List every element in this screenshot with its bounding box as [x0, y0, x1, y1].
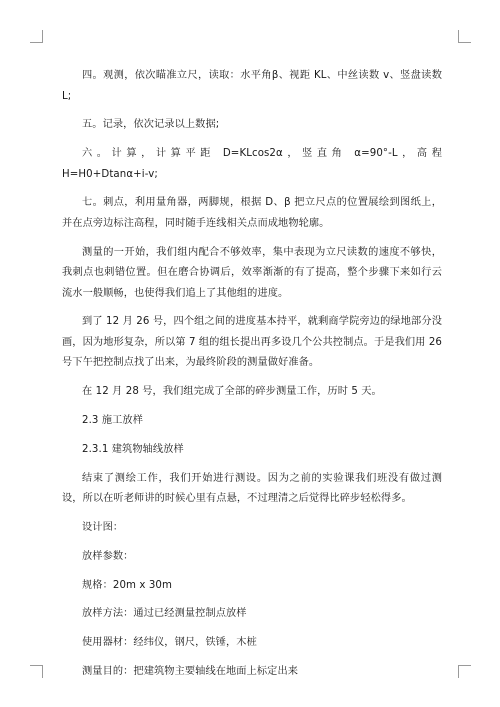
- paragraph-calculate: 六。计算，计算平距 D=KLcos2α，竖直角 α=90°-L，高程 H=H0+Dtanα+i-v;: [62, 148, 442, 180]
- paragraph-specification: 规格：20m x 30m: [82, 579, 173, 591]
- section-heading-2-3-1: 2.3.1 建筑物轴线放样: [82, 443, 184, 455]
- paragraph-plot-points: 七。刺点，利用量角器，两脚规，根据 D、β 把立尺点的位置展绘到图纸上，并在点旁边标注高程，同时随手连线相关点而成地物轮廓。: [62, 197, 442, 229]
- paragraph-start-setting-out: 结束了测绘工作，我们开始进行测设。因为之前的实验课我们班没有做过测设，所以在听老师讲的时候心里有点悬，不过理清之后觉得比碎步轻松得多。: [62, 472, 442, 505]
- document-body: [62, 66, 442, 691]
- paragraph-observe: 四。观测，依次瞄准立尺，读取：水平角β、视距 KL、中丝读数 v、竖盘读数 L;: [62, 70, 442, 102]
- paragraph-dec-26-progress: 到了 12 月 26 号，四个组之间的进度基本持平，就剩商学院旁边的绿地部分没画，因为地形复杂，所以第 7 组的组长提出再多设几个公共控制点。于是我们用 26 号下午把控制点找了出来，为最终阶段的测量做好准备。: [62, 316, 442, 369]
- paragraph-design-drawing: 设计图：: [82, 521, 124, 533]
- paragraph-equipment: 使用器材：经纬仪，钢尺，铁锤，木桩: [82, 637, 257, 649]
- crop-mark-top-left: [30, 30, 43, 43]
- crop-mark-bottom-right: [458, 665, 471, 678]
- paragraph-team-efficiency: 测量的一开始，我们组内配合不够效率，集中表现为立尺读数的速度不够快，我刺点也刺错位置。但在磨合协调后，效率渐渐的有了提高，整个步骤下来如行云流水一般顺畅，也使得我们追上了其他组的进度。: [62, 246, 442, 299]
- paragraph-record: 五。记录，依次记录以上数据;: [82, 119, 220, 131]
- crop-mark-bottom-left: [30, 665, 43, 678]
- paragraph-dec-28-complete: 在 12 月 28 号，我们组完成了全部的碎步测量工作，历时 5 天。: [82, 386, 382, 398]
- paragraph-purpose: 测量目的：把建筑物主要轴线在地面上标定出来: [82, 665, 299, 677]
- section-heading-2-3: 2.3 施工放样: [82, 415, 143, 427]
- paragraph-setting-method: 放样方法：通过已经测量控制点放样: [82, 608, 247, 620]
- crop-mark-top-right: [458, 30, 471, 43]
- paragraph-setting-parameters: 放样参数：: [82, 550, 134, 562]
